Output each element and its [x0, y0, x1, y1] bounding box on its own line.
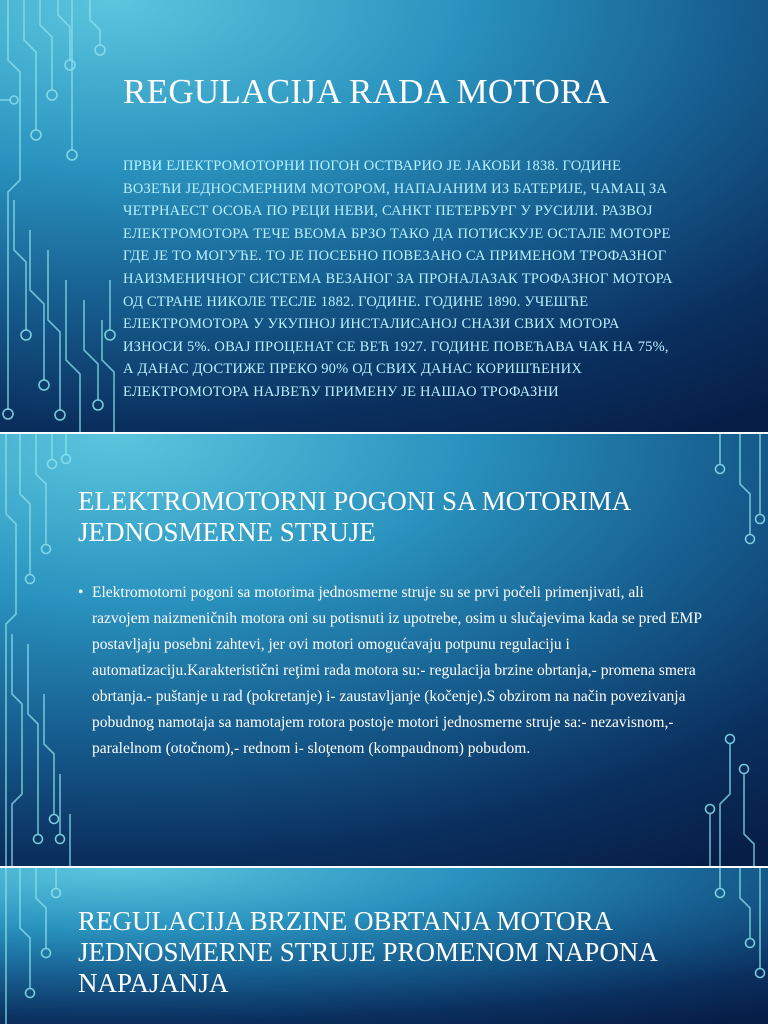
slide-2-bullet-item	[78, 580, 702, 762]
slide-2-title: ELEKTROMOTORNI POGONI SA MOTORIMA JEDNOSMERNE STRUJE	[78, 486, 630, 547]
slide-1-title: REGULACIJA RADA MOTORA	[123, 72, 610, 111]
slide-3	[0, 868, 768, 1024]
slide-3-title: REGULACIJA BRZINE OBRTANJA MOTORA JEDNOSMERNE STRUJE PROMENOM NAPONA NAPAJANJA	[78, 906, 657, 998]
slide-2	[0, 434, 768, 866]
circuit-decoration-icon	[0, 868, 80, 1024]
slide-1-body-text: ПРВИ ЕЛЕКТРОМОТОРНИ ПОГОН ОСТВАРИО ЈЕ ЈАКОБИ 1838. ГОДИНЕ ВОЗЕЋИ ЈЕДНОСМЕРНИМ МОТОРОМ, НАПАЈАНИМ ИЗ БАТЕРИЈЕ, ЧАМАЦ ЗА ЧЕТРНАЕСТ ОСОБА ПО РЕЦИ НЕВИ, САНКТ ПЕТЕРБУРГ У РУСИЛИ. РАЗВОЈ ЕЛЕКТРОМОТОРА ТЕЧЕ ВЕОМА БРЗО ТАКО ДА ПОТИСКУЈЕ ОСТАЛЕ МОТОРЕ ГДЕ ЈЕ ТО МОГУЋЕ. ТО ЈЕ ПОСЕБНО ПОВЕЗАНО СА ПРИМЕНОМ ТРОФАЗНОГ НАИЗМЕНИЧНОГ СИСТЕМА ВЕЗАНОГ ЗА ПРОНАЛАЗАК ТРОФАЗНОГ МОТОРА ОД СТРАНЕ НИКОЛЕ ТЕСЛЕ 1882. ГОДИНЕ. ГОДИНЕ 1890. УЧЕШЋЕ ЕЛЕКТРОМОТОРА У УКУПНОЈ ИНСТАЛИСАНОЈ СНАЗИ СВИХ МОТОРА ИЗНОСИ 5%. ОВАЈ ПРОЦЕНАТ СЕ ВЕЋ 1927. ГОДИНЕ ПОВЕЋАВА ЧАК НА 75%, А ДАНАС ДОСТИЖЕ ПРЕКО 90% ОД СВИХ ДАНАС КОРИШЋЕНИХ ЕЛЕКТРОМОТОРА НАЈВЕЋУ ПРИМЕНУ ЈЕ НАШАО ТРОФАЗНИ	[123, 158, 673, 400]
bullet-marker: •	[78, 584, 84, 601]
circuit-decoration-icon	[0, 434, 80, 866]
slide-1	[0, 0, 768, 432]
circuit-decoration-icon	[690, 868, 768, 1024]
slide-2-body-text: Elektromotorni pogoni sa motorima jednosmerne struje su se prvi počeli primenjivati, ali razvojem naizmeničnih motora oni su potisnuti iz upotrebe, osim u slučajevima kada se pred EMP postavljaju posebni zahtevi, jer ovi motori omogućavaju potpunu regulaciju i automatizaciju.Karakteristični reţimi rada motora su:- regulacija brzine obrtanja,- promena smera obrtanja.- puštanje u rad (pokretanje) i- zaustavljanje (kočenje).S obzirom na način povezivanja pobudnog namotaja sa namotajem rotora postoje motori jednosmerne struje sa:- nezavisnom,- paralelnom (otočnom),- rednom i- sloţenom (kompaudnom) pobudom.	[92, 584, 702, 757]
circuit-decoration-icon	[0, 0, 130, 432]
